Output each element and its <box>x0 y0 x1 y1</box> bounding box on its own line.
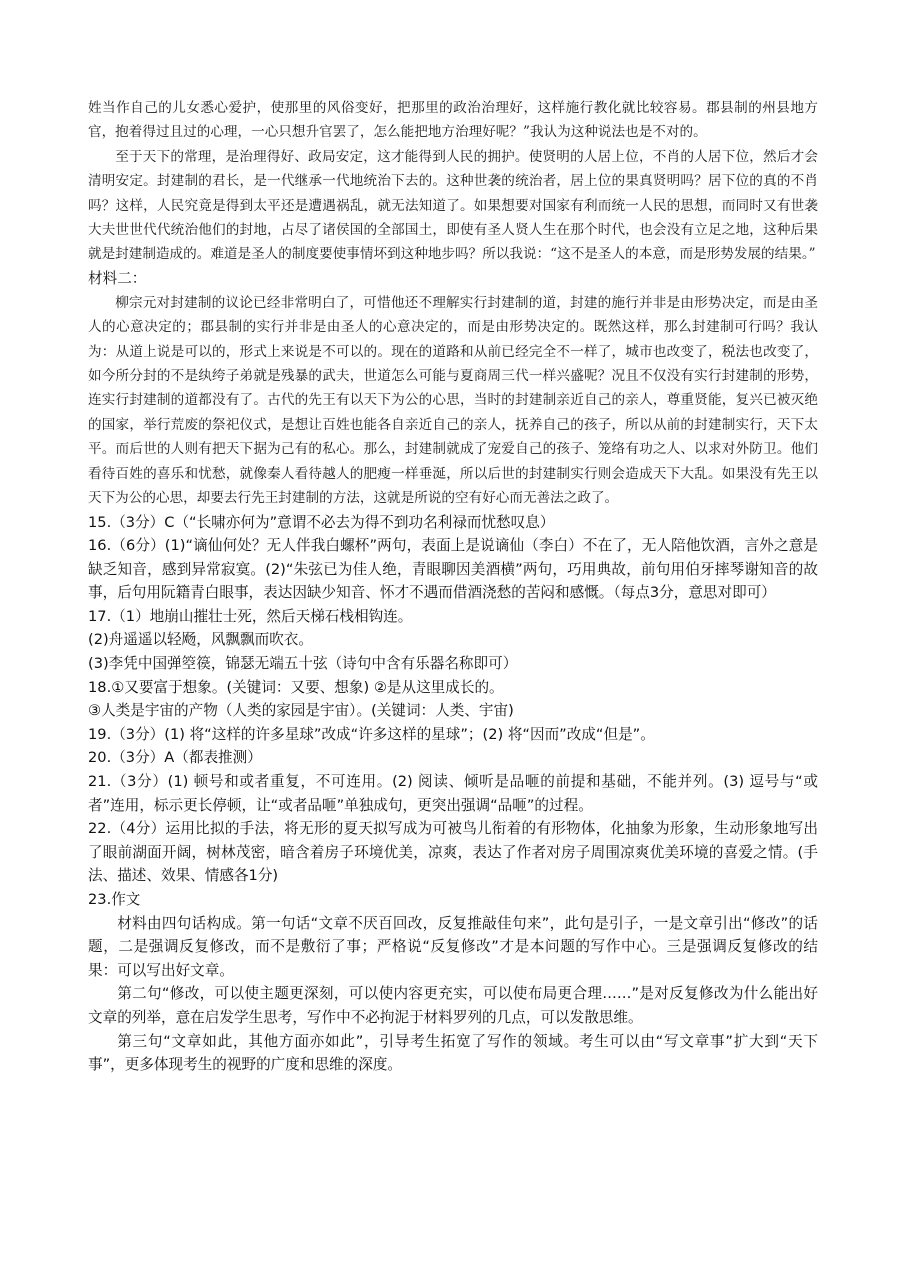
answer-17-3: (3)李凭中国弹箜篌，锦瑟无端五十弦（诗句中含有乐器名称即可） <box>88 655 518 673</box>
answer-23-title: 23.作文 <box>88 891 141 908</box>
answer-15: 15.（3分）C（“长啸亦何为”意谓不必去为得不到功名利禄而忧愁叹息） <box>88 513 555 531</box>
answer-20: 20.（3分）A（都表推测） <box>88 749 262 767</box>
answer-17-1: 17.（1）地崩山摧壮士死，然后天梯石栈相钩连。 <box>88 607 413 625</box>
answer-17-2: (2)舟遥遥以轻飏，风飘飘而吹衣。 <box>88 631 313 649</box>
answer-21: 21.（3分）(1) 顿号和或者重复，不可连用。(2) 阅读、倾听是品咂的前提和基础，不能并列。(3) 逗号与“或者”连用，标示更长停顿，让“或者品咂”单独成句，更突出强调“品咂”的过程。 <box>88 773 818 814</box>
answer-23-paragraph-3: 第三句“文章如此，其他方面亦如此”，引导考生拓宽了写作的领域。考生可以由“写文章事”扩大到“天下事”，更多体现考生的视野的广度和思维的深度。 <box>88 1032 818 1074</box>
answer-19: 19.（3分）(1) 将“这样的许多星球”改成“许多这样的星球”；(2) 将“因而”改成“但是”。 <box>88 725 655 743</box>
answer-23-paragraph-2: 第二句“修改，可以使主题更深刻，可以使内容更充实，可以使布局更合理……”是对反复修改为什么能出好文章的列举，意在启发学生思考，写作中不必拘泥于材料罗列的几点，可以发散思维。 <box>88 985 818 1026</box>
material1-paragraph-2: 至于天下的常理，是治理得好、政局安定，这才能得到人民的拥护。使贤明的人居上位，不肖的人居下位，然后才会清明安定。封建制的君长，是一代继承一代地统治下去的。这种世袭的统治者，居上位的果真贤明吗？居下位的真的不肖吗？这样，人民究竟是得到太平还是遭遇祸乱，就无法知道了。如果想要对国家有利而统一人民的思想，而同时又有世袭大夫世世代代统治他们的封地，占尽了诸侯国的全部国土，即使有圣人贤人生在那个时代，也会没有立足之地，这种后果就是封建制造成的。难道是圣人的制度要使事情坏到这种地步吗？所以我说：“这不是圣人的本意，而是形势发展的结果。” <box>88 148 818 263</box>
answer-22: 22.（4分）运用比拟的手法，将无形的夏天拟写成为可被鸟儿衔着的有形物体，化抽象为形象，生动形象地写出了眼前湖面开阔，树林茂密，暗含着房子环境优美，凉爽，表达了作者对房子周围凉爽优美环境的喜爱之情。(手法、描述、效果、情感各1分) <box>88 820 818 885</box>
answer-23-paragraph-1: 材料由四句话构成。第一句话“文章不厌百回改，反复推敲佳句来”，此句是引子，一是文章引出“修改”的话题，二是强调反复修改，而不是敷衍了事；严格说“反复修改”才是本问题的写作中心。三是强调反复修改的结果：可以写出好文章。 <box>88 914 818 979</box>
answer-18-2: ③人类是宇宙的产物（人类的家园是宇宙）。(关键词：人类、宇宙) <box>88 702 514 720</box>
answer-16: 16.（6分）(1)“谪仙何处？无人伴我白螺杯”两句，表面上是说谪仙（李白）不在了，无人陪他饮酒，言外之意是缺乏知音，感到异常寂寞。(2)“朱弦已为佳人绝，青眼聊因美酒横”两句，巧用典故，前句用伯牙摔琴谢知音的故事，后句用阮籍青白眼事，表达因缺少知音、怀才不遇而借酒浇愁的苦闷和感慨。（每点3分，意思对即可） <box>88 537 818 602</box>
answer-18-1: 18.①又要富于想象。(关键词：又要、想象) ②是从这里成长的。 <box>88 678 504 696</box>
material2-label: 材料二： <box>88 269 147 287</box>
material2-paragraph: 柳宗元对封建制的议论已经非常明白了，可惜他还不理解实行封建制的道，封建的施行并非是由形势决定，而是由圣人的心意决定的；郡县制的实行并非是由圣人的心意决定的，而是由形势决定的。既然这样，那么封建制可行吗？我认为：从道上说是可以的，形式上来说是不可以的。现在的道路和从前已经完全不一样了，城市也改变了，税法也改变了，如今所分封的不是纨绔子弟就是残暴的武夫，世道怎么可能与夏商周三代一样兴盛呢？况且不仅没有实行封建制的形势，连实行封建制的道都没有了。古代的先王有以天下为公的心思，当时的封建制亲近自己的亲人，尊重贤能，复兴已被灭绝的国家，举行荒废的祭祀仪式，是想让百姓也能各自亲近自己的亲人，抚养自己的孩子，所以从前的封建制实行，天下太平。而后世的人则有把天下据为己有的私心。那么，封建制就成了宠爱自己的孩子、笼络有功之人、以求对外防卫。他们看待百姓的喜乐和忧愁，就像秦人看待越人的肥瘦一样垂涎，所以后世的封建制实行则会造成天下大乱。如果没有先王以天下为公的心思，却要去行先王封建制的方法，这就是所说的空有好心而无善法之政了。 <box>88 294 818 507</box>
material1-paragraph-end: 姓当作自己的儿女悉心爱护，使那里的风俗变好，把那里的政治治理好，这样施行教化就比较容易。郡县制的州县地方官，抱着得过且过的心理，一心只想升官罢了，怎么能把地方治理好呢？”我认为这种说法也是不对的。 <box>88 100 818 141</box>
document-page <box>88 96 818 1077</box>
